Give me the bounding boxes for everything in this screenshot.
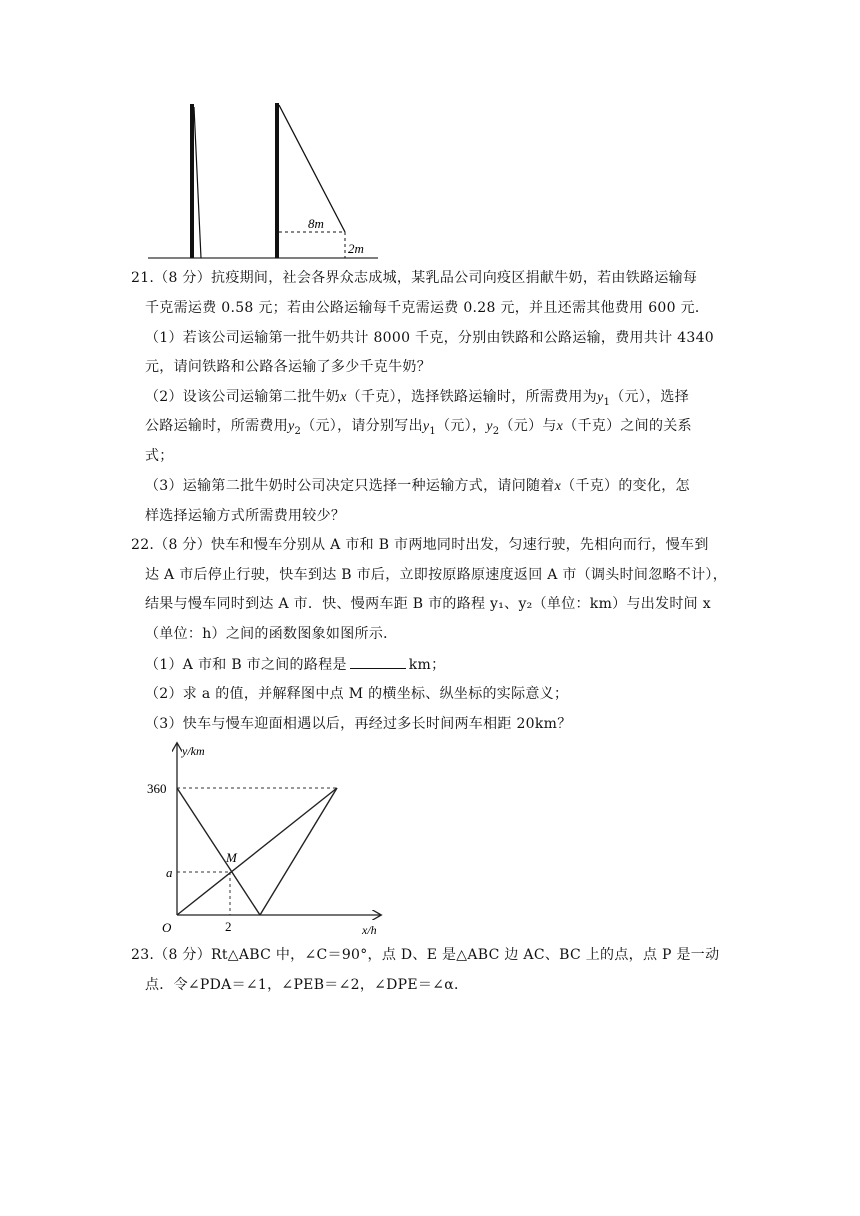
q22-p1-unit: km； bbox=[408, 657, 446, 673]
tick-a: a bbox=[166, 865, 173, 880]
q21-p2-text-b: （千克），选择铁路运输时，所需费用为 bbox=[346, 389, 598, 405]
q22-line4: （单位：h）之间的函数图象如图所示． bbox=[145, 626, 398, 642]
q21-score: （8 分） bbox=[154, 270, 212, 286]
q21-p2-text-d: 公路运输时，所需费用 bbox=[145, 418, 288, 434]
y-axis-label: y/km bbox=[182, 744, 205, 758]
q21-p2-text-e: （元），请分别写出 bbox=[301, 418, 423, 434]
fast-car-line-back bbox=[260, 788, 337, 915]
var-y2: y bbox=[288, 419, 295, 434]
q22-line3: 结果与慢车同时到达 A 市．快、慢两车距 B 市的路程 y₁、y₂（单位：km）与出发时间 x bbox=[145, 596, 711, 612]
sub-1: 1 bbox=[603, 396, 611, 408]
q23-number: 23. bbox=[131, 947, 155, 963]
q22-number: 22. bbox=[131, 537, 155, 553]
q22-line1 bbox=[131, 535, 709, 555]
q22-part1 bbox=[145, 654, 445, 675]
x-axis-label: x/h bbox=[362, 923, 377, 937]
point-m-label: M bbox=[226, 850, 237, 865]
q21-part2-line3: 式； bbox=[145, 448, 174, 464]
q21-part3-line2: 样选择运输方式所需费用较少？ bbox=[145, 508, 346, 524]
var-x: x bbox=[340, 390, 347, 405]
q21-p2-text-a: （2）设该公司运输第二批牛奶 bbox=[145, 389, 341, 405]
label-2m: 2m bbox=[348, 241, 364, 256]
q22-line2: 达 A 市后停止行驶，快车到达 B 市后，立即按原路原速度返回 A 市（调头时间忽略不计）， bbox=[145, 567, 728, 583]
sub-1: 1 bbox=[429, 425, 437, 437]
q22-stem: 快车和慢车分别从 A 市和 B 市两地同时出发，匀速行驶，先相向而行，慢车到 bbox=[211, 537, 709, 553]
q21-part3-line1 bbox=[145, 476, 690, 497]
q23-score: （8 分） bbox=[154, 947, 212, 963]
sun-ray bbox=[279, 105, 345, 232]
q21-line2: 千克需运费 0.58 元；若由公路运输每千克需运费 0.28 元，并且还需其他费用 600 元． bbox=[145, 300, 710, 316]
q22-part3: （3）快车与慢车迎面相遇以后，再经过多长时间两车相距 20km？ bbox=[145, 716, 572, 732]
pole-left-shadow bbox=[194, 107, 201, 258]
q23-line2: 点．令∠PDA＝∠1，∠PEB＝∠2，∠DPE＝∠α． bbox=[145, 977, 469, 993]
q21-part2-line1 bbox=[145, 387, 689, 413]
q21-p3-text-b: （千克）的变化，怎 bbox=[561, 478, 690, 494]
slow-car-line bbox=[177, 788, 337, 915]
var-y1: y bbox=[422, 419, 430, 434]
shadow-figure bbox=[140, 95, 390, 265]
q21-part2-line2 bbox=[145, 416, 692, 442]
q21-part1-line2: 元，请问铁路和公路各运输了多少千克牛奶？ bbox=[145, 359, 431, 375]
fast-car-line-out bbox=[177, 788, 260, 915]
var-x: x bbox=[554, 479, 562, 494]
q22-score: （8 分） bbox=[154, 537, 212, 553]
answer-blank[interactable] bbox=[350, 654, 406, 669]
var-y1: y bbox=[597, 390, 604, 405]
q22-part2: （2）求 a 的值，并解释图中点 M 的横坐标、纵坐标的实际意义； bbox=[145, 686, 569, 702]
q21-stem: 抗疫期间，社会各界众志成城，某乳品公司向疫区捐献牛奶，若由铁路运输每 bbox=[211, 270, 698, 286]
q21-line1 bbox=[131, 268, 697, 288]
q21-p2-text-h: （千克）之间的关系 bbox=[563, 418, 692, 434]
sub-2: 2 bbox=[492, 425, 500, 437]
var-y2: y bbox=[486, 419, 493, 434]
tick-360: 360 bbox=[147, 781, 167, 796]
q21-p3-text-a: （3）运输第二批牛奶时公司决定只选择一种运输方式，请问随着 bbox=[145, 478, 555, 494]
q21-part1-line1: （1）若该公司运输第一批牛奶共计 8000 千克，分别由铁路和公路运输，费用共计 4340 bbox=[145, 330, 715, 346]
q21-number: 21. bbox=[131, 270, 155, 286]
q23-stem: Rt△ABC 中，∠C＝90°，点 D、E 是△ABC 边 AC、BC 上的点，点 P 是一动 bbox=[211, 947, 720, 963]
label-8m: 8m bbox=[308, 216, 324, 231]
origin-label: O bbox=[162, 920, 172, 935]
q21-p2-text-c: （元），选择 bbox=[610, 389, 690, 405]
q23-line1 bbox=[131, 945, 719, 965]
sub-2: 2 bbox=[294, 425, 302, 437]
q21-p2-text-g: （元）与 bbox=[499, 418, 557, 434]
tick-2: 2 bbox=[225, 919, 232, 934]
distance-time-graph bbox=[147, 738, 390, 938]
var-x: x bbox=[556, 419, 564, 434]
q22-p1-text: （1）A 市和 B 市之间的路程是 bbox=[145, 657, 347, 673]
q21-p2-text-f: （元）， bbox=[436, 418, 487, 434]
